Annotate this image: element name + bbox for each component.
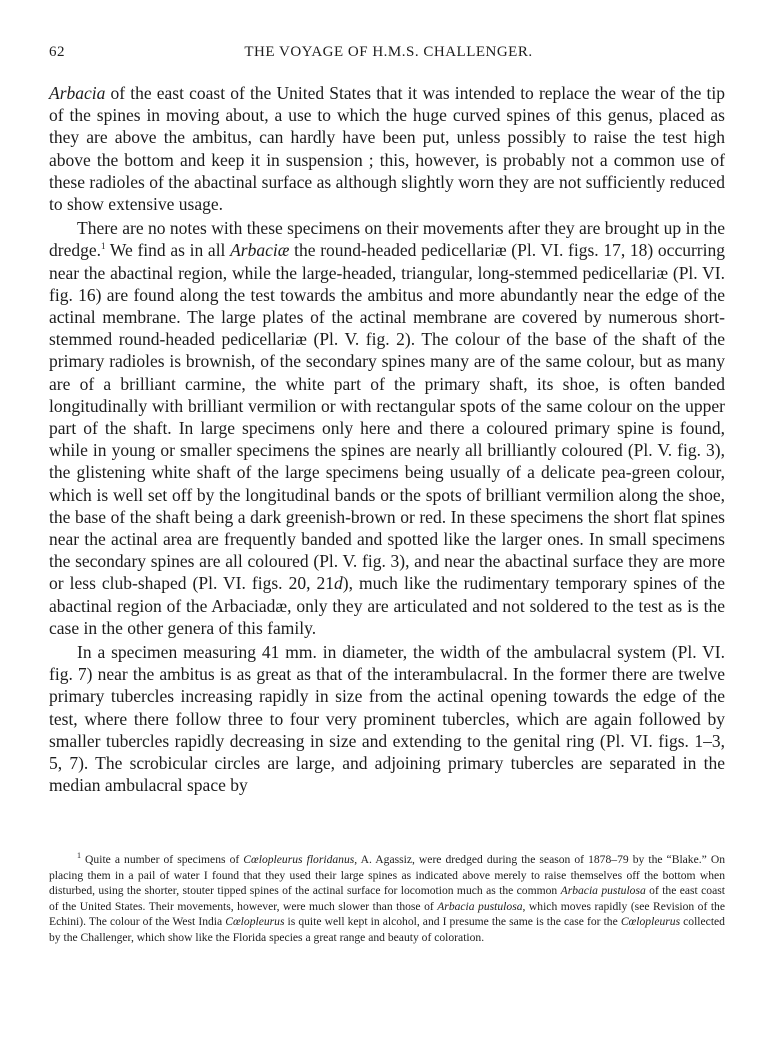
text-span: of the east coast of the United States that it was intended to replace the wear of the tip of the spines in moving about, a use to which the huge curved spines of this genus, placed as they are above the ambitus, can hardly have been put, unless possibly to raise the test high above the bottom and keep it in suspension ; this, however, is probably not a common use of these radioles of the abactinal surface as although slightly worn they are not sufficiently reduced to show extensive usage. xyxy=(49,83,725,215)
taxon-name: Arbaciæ xyxy=(230,240,290,261)
paragraph-2 xyxy=(49,217,725,639)
taxon-name: Cœlopleurus xyxy=(225,915,285,929)
text-span: We find as in all xyxy=(105,240,231,261)
footnote xyxy=(49,852,725,946)
text-span: is quite well kept in alcohol, and I presume the same is the case for the xyxy=(284,915,621,929)
text-span: , which moves rapidly (see Revision of the Echini). The colour of the West India xyxy=(49,899,725,929)
taxon-name: Arbacia pustulosa xyxy=(437,899,523,913)
text-span: Quite a number of specimens of xyxy=(81,853,244,866)
paragraph-1 xyxy=(49,82,725,215)
taxon-name: Arbacia xyxy=(49,83,106,103)
text-span: ), much like the rudimentary temporary spines of the abactinal region of the Arbaciadæ, only they are articulated and not soldered to the test as is the case in the other genera of this family. xyxy=(49,573,725,638)
taxon-name: Cœlopleurus floridanus xyxy=(243,853,355,866)
paragraph-3 xyxy=(49,641,725,796)
figure-label: d xyxy=(334,573,343,594)
text-span: the round-headed pedicellariæ (Pl. VI. figs. 17, 18) occurring near the abactinal region, while the large-headed, triangular, long-stemmed pedicellariæ (Pl. VI. fig. 16) are found along the test towards the ambitus and more abundantly near the edge of the actinal membrane. The large plates of the actinal membrane are covered by numerous short-stemmed round-headed pedicellariæ (Pl. V. fig. 2). The colour of the base of the shaft of the primary radioles is brownish, of the secondary spines many are of the same colour, but as many are of a brilliant carmine, the white part of the primary shaft, its shoe, is often banded longitudinally with brilliant vermilion or with rectangular spots of the same colour on the upper part of the shaft. In large specimens only here and there a coloured primary spine is found, while in young or smaller specimens the spines are nearly all brilliantly coloured (Pl. V. fig. 3), the glistening white shaft of the large specimens being usually of a delicate pea-green colour, which is well set off by the longitudinal bands or the spots of brilliant vermilion along the shoe, the base of the shaft being a dark greenish-brown or red. In these specimens the short flat spines near the actinal area are frequently banded and spotted like the larger ones. In small specimens the secondary spines are all coloured (Pl. V. fig. 3), and near the abactinal surface they are more or less club-shaped (Pl. VI. figs. 20, 21 xyxy=(49,240,725,594)
text-span: In a specimen measuring 41 mm. in diameter, the width of the ambulacral system (Pl. VI. fig. 7) near the ambitus is as great as that of the interambulacral. In the former there are twelve primary tubercles increasing rapidly in size from the actinal opening towards the edge of the test, where there follow three to four very prominent tubercles, which are again followed by smaller tubercles rapidly decreasing in size and extending to the genital ring (Pl. VI. figs. 1–3, 5, 7). The scrobicular circles are large, and adjoining primary tubercles are separated in the median ambulacral space by xyxy=(49,642,725,796)
taxon-name: Arbacia pustulosa xyxy=(560,884,646,898)
text-span: There are no notes with these specimens on their movements after they are brought up in the dredge. xyxy=(49,218,725,261)
taxon-name: Cœlopleurus xyxy=(620,915,681,929)
running-title: THE VOYAGE OF H.M.S. CHALLENGER. xyxy=(244,44,533,60)
text-span: , A. Agassiz, were dredged during the season of 1878–79 by the “Blake.” On placing them in a pail of water I found that they used their large spines as indicated above merely to raise themselves off the bottom when disturbed, using the shorter, stouter tipped spines of the actinal surface for locomotion much as the common xyxy=(49,853,726,898)
footnote-mark: 1 xyxy=(77,851,81,861)
footnote-reference[interactable]: 1 xyxy=(101,241,106,252)
text-span: collected by the Challenger, which show like the Florida species a great range and beauty of coloration. xyxy=(49,915,725,944)
page-number: 62 xyxy=(49,44,65,60)
text-span: of the east coast of the United States. Their movements, however, were much slower than those of xyxy=(49,884,725,913)
running-header xyxy=(49,44,728,66)
body-text xyxy=(49,82,725,797)
